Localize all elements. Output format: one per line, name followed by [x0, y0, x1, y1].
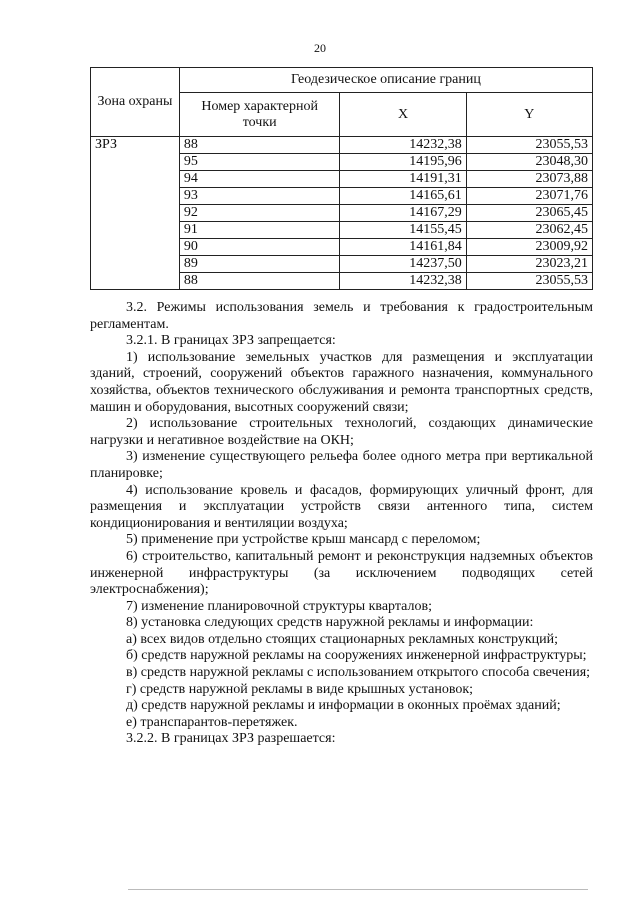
x-cell: 14155,45	[340, 222, 466, 239]
paragraph: 3.2.1. В границах ЗРЗ запрещается:	[126, 333, 336, 349]
y-cell: 23009,92	[466, 239, 592, 256]
paragraph: б) средств наружной рекламы на сооружениях инженерной инфраструктуры;	[126, 648, 587, 664]
x-cell: 14161,84	[340, 239, 466, 256]
point-cell: 88	[179, 137, 340, 154]
paragraph: 7) изменение планировочной структуры кварталов;	[126, 598, 432, 614]
page-number: 20	[314, 41, 326, 55]
x-cell: 14237,50	[340, 256, 466, 273]
point-cell: 88	[179, 273, 340, 290]
x-cell: 14165,61	[340, 188, 466, 205]
header-x: X	[340, 93, 466, 137]
boundary-coordinates-table	[90, 67, 593, 290]
paragraph: г) средств наружной рекламы в виде крышных установок;	[126, 681, 474, 697]
point-cell: 93	[179, 188, 340, 205]
paragraph: 3.2. Режимы использования земель и требования к градостроительным регламентам.	[90, 300, 593, 332]
x-cell: 14232,38	[340, 137, 466, 154]
paragraph: д) средств наружной рекламы и информации в оконных проёмах зданий;	[126, 698, 561, 714]
y-cell: 23073,88	[466, 171, 592, 188]
regulations-text	[90, 300, 593, 748]
x-cell: 14167,29	[340, 205, 466, 222]
paragraph: 5) применение при устройстве крыш мансард с переломом;	[126, 532, 481, 548]
header-zone: Зона охраны	[91, 68, 180, 137]
table-row	[91, 137, 593, 154]
point-cell: 90	[179, 239, 340, 256]
paragraph: 3.2.2. В границах ЗРЗ разрешается:	[126, 731, 336, 747]
header-geodetic-description: Геодезическое описание границ	[179, 68, 592, 93]
paragraph: 4) использование кровель и фасадов, формирующих уличный фронт, для размещения и эксплуатации устройств связи антенного типа, систем кондиционирования и вентиляции воздуха;	[90, 482, 593, 531]
x-cell: 14191,31	[340, 171, 466, 188]
y-cell: 23048,30	[466, 154, 592, 171]
paragraph: 8) установка следующих средств наружной рекламы и информации:	[126, 615, 534, 631]
point-cell: 89	[179, 256, 340, 273]
y-cell: 23055,53	[466, 137, 592, 154]
header-point-number: Номер характерной точки	[179, 93, 340, 137]
zone-cell: ЗРЗ	[91, 137, 180, 290]
paragraph: 1) использование земельных участков для размещения и эксплуатации зданий, строений, сооружений объектов гаражного назначения, коммунального хозяйства, объектов технического обслуживания и ремонта транспортных средств, машин и оборудования, высотных сооружений связи;	[90, 349, 593, 415]
y-cell: 23065,45	[466, 205, 592, 222]
y-cell: 23062,45	[466, 222, 592, 239]
paragraph: е) транспарантов-перетяжек.	[126, 714, 298, 730]
point-cell: 92	[179, 205, 340, 222]
paragraph: 3) изменение существующего рельефа более одного метра при вертикальной планировке;	[90, 449, 593, 481]
paragraph: а) всех видов отдельно стоящих стационарных рекламных конструкций;	[126, 631, 559, 647]
y-cell: 23023,21	[466, 256, 592, 273]
x-cell: 14195,96	[340, 154, 466, 171]
point-cell: 91	[179, 222, 340, 239]
y-cell: 23055,53	[466, 273, 592, 290]
scan-edge-line	[128, 889, 588, 890]
point-cell: 94	[179, 171, 340, 188]
x-cell: 14232,38	[340, 273, 466, 290]
paragraph: в) средств наружной рекламы с использованием открытого способа свечения;	[126, 665, 591, 681]
paragraph: 2) использование строительных технологий, создающих динамические нагрузки и негативное воздействие на ОКН;	[90, 416, 593, 448]
paragraph: 6) строительство, капитальный ремонт и реконструкция надземных объектов инженерной инфраструктуры (за исключением подводящих сетей электроснабжения);	[90, 548, 593, 598]
point-cell: 95	[179, 154, 340, 171]
header-y: Y	[466, 93, 592, 137]
y-cell: 23071,76	[466, 188, 592, 205]
